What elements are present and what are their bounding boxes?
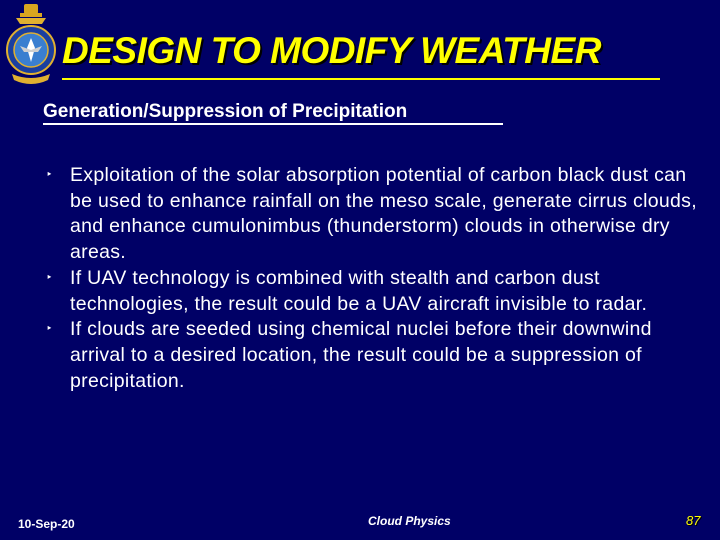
subtitle-underline [43, 123, 503, 125]
bullet-text: If UAV technology is combined with stealth and carbon dust technologies, the result could be a UAV aircraft invisible to radar. [70, 266, 648, 315]
slide-subtitle: Generation/Suppression of Precipitation [43, 101, 408, 122]
page-number: 87 [686, 513, 701, 528]
footer-date: 10-Sep-20 [18, 517, 75, 531]
air-force-crest-icon [2, 2, 60, 88]
bullet-item [46, 163, 706, 266]
footer-title: Cloud Physics [368, 514, 451, 528]
bullet-text: Exploitation of the solar absorption potential of carbon black dust can be used to enhance rainfall on the meso scale, generate cirrus clouds, and enhance cumulonimbus (thunderstorm) clouds in otherwise dry areas. [70, 164, 697, 264]
bullet-marker-icon: ‣ [46, 323, 53, 336]
slide-title: DESIGN TO MODIFY WEATHER [62, 30, 601, 71]
bullet-text: If clouds are seeded using chemical nuclei before their downwind arrival to a desired location, the result could be a suppression of precipitation. [70, 318, 652, 392]
bullet-marker-icon: ‣ [46, 271, 53, 284]
bullet-item [46, 266, 706, 317]
title-underline [62, 78, 660, 80]
bullet-item [46, 317, 706, 394]
bullet-list [46, 163, 706, 394]
bullet-marker-icon: ‣ [46, 169, 53, 181]
